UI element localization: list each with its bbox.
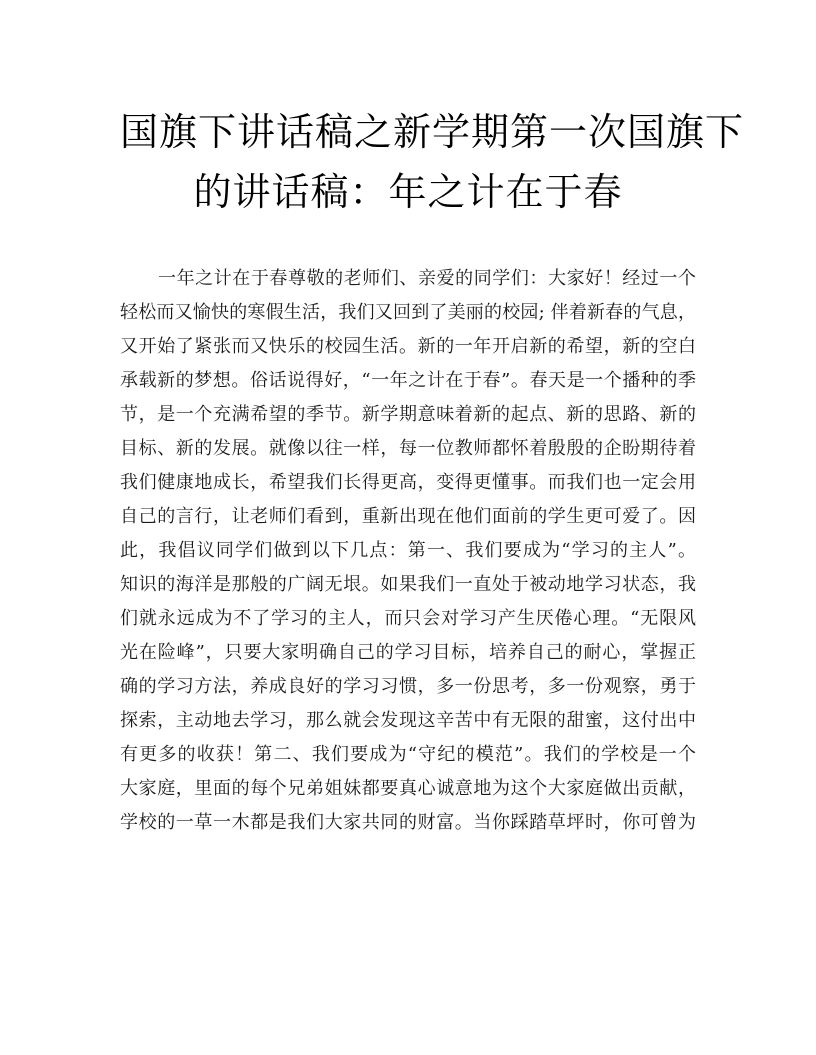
body-line: 大家庭，里面的每个兄弟姐妹都要真心诚意地为这个大家庭做出贡献， [120, 778, 696, 799]
body-line: 轻松而又愉快的寒假生活，我们又回到了美丽的校园; 伴着新春的气息， [120, 302, 696, 323]
body-line: 探索，主动地去学习，那么就会发现这辛苦中有无限的甜蜜，这付出中 [120, 710, 696, 731]
body-line: 自己的言行，让老师们看到，重新出现在他们面前的学生更可爱了。因 [120, 506, 696, 527]
body-line: 此，我倡议同学们做到以下几点：第一、我们要成为“学习的主人”。 [120, 540, 696, 561]
document-title [120, 102, 745, 222]
title-line-2: 的讲话稿：年之计在于春 [193, 170, 623, 214]
document-body [120, 262, 696, 840]
body-line: 我们健康地成长，希望我们长得更高，变得更懂事。而我们也一定会用 [120, 472, 696, 493]
body-line: 目标、新的发展。就像以往一样，每一位教师都怀着殷殷的企盼期待着 [120, 438, 696, 459]
body-line: 光在险峰”，只要大家明确自己的学习目标，培养自己的耐心，掌握正 [120, 642, 696, 663]
body-line: 节，是一个充满希望的季节。新学期意味着新的起点、新的思路、新的 [120, 404, 696, 425]
body-line: 们就永远成为不了学习的主人，而只会对学习产生厌倦心理。“无限风 [120, 608, 696, 629]
title-line-1: 国旗下讲话稿之新学期第一次国旗下 [120, 110, 745, 154]
body-line: 有更多的收获！第二、我们要成为“守纪的模范”。我们的学校是一个 [120, 744, 696, 765]
body-line: 又开始了紧张而又快乐的校园生活。新的一年开启新的希望，新的空白 [120, 336, 696, 357]
body-line: 确的学习方法，养成良好的学习习惯，多一份思考，多一份观察，勇于 [120, 676, 696, 697]
body-line: 承载新的梦想。俗话说得好，“一年之计在于春”。春天是一个播种的季 [120, 370, 696, 391]
body-line: 一年之计在于春尊敬的老师们、亲爱的同学们：大家好！经过一个 [158, 268, 696, 289]
body-line: 知识的海洋是那般的广阔无垠。如果我们一直处于被动地学习状态，我 [120, 574, 696, 595]
body-line: 学校的一草一木都是我们大家共同的财富。当你踩踏草坪时，你可曾为 [120, 812, 696, 833]
